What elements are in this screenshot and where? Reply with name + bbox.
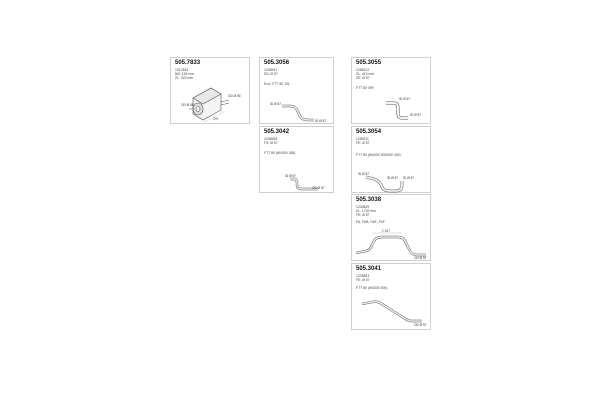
part-code: 505.3054 xyxy=(356,129,382,135)
part-spec: ZL: 1732 mm xyxy=(356,209,376,213)
dim-label: OD Ø 57 xyxy=(414,256,427,260)
part-card-505-7833[interactable] xyxy=(170,57,250,124)
part-code: 505.3041 xyxy=(356,266,382,272)
dim-label: 270 xyxy=(213,117,219,121)
dim-label: ID Ø 57 xyxy=(358,172,369,176)
part-code: 505.3056 xyxy=(264,60,290,66)
pipe-drawing xyxy=(260,58,335,125)
dim-label: ID Ø 57 xyxy=(399,97,410,101)
dim-label: ID Ø 57 xyxy=(285,174,296,178)
fitment-note: FA, FAB, FAE, FAF xyxy=(356,220,385,224)
dim-label: OD Ø 57 xyxy=(414,323,427,327)
fitment-note: Excl. FTT 80 101 xyxy=(264,82,290,86)
part-card-505-3056[interactable] xyxy=(259,57,334,124)
part-spec: ZE: Ø 57 xyxy=(356,76,370,80)
part-card-505-3038[interactable] xyxy=(351,194,431,261)
dim-label: ID Ø 57 xyxy=(270,102,281,106)
pipe-drawing xyxy=(352,127,432,194)
dim-label: ID Ø 57 xyxy=(410,113,421,117)
part-code: 505.7833 xyxy=(175,60,201,66)
part-code: 505.3042 xyxy=(264,129,290,135)
pipe-drawing xyxy=(352,58,432,125)
part-spec: 1255211 xyxy=(356,137,369,141)
part-card-505-3054[interactable] xyxy=(351,126,431,193)
part-spec: 1233853 xyxy=(356,274,370,278)
fitment-note: FTT 80 (W4000 300/000 400) xyxy=(356,153,401,157)
part-code: 505.3055 xyxy=(356,60,382,66)
dim-label: 1 037 xyxy=(382,229,390,233)
silencer-drawing xyxy=(171,58,251,125)
part-spec: ND: 115 mm xyxy=(175,72,194,76)
pipe-drawing xyxy=(352,264,432,331)
part-spec: ZL: 320 mm xyxy=(175,76,194,80)
part-spec: FS: Ø 57 xyxy=(264,141,278,145)
dim-label: ID Ø 57 xyxy=(403,176,414,180)
dim-label: OD Ø 55 xyxy=(181,103,194,107)
part-spec: 1236928 xyxy=(264,137,278,141)
pipe-drawing xyxy=(260,127,335,194)
dim-label: ID Ø 57 xyxy=(387,176,398,180)
part-card-505-3042[interactable] xyxy=(259,126,334,193)
part-spec: ZL: 413 mm xyxy=(356,72,375,76)
part-spec: FE: Ø 57 xyxy=(356,141,370,145)
part-spec: FE: Ø 57 xyxy=(356,278,370,282)
part-spec: FE: Ø 57 xyxy=(356,213,370,217)
part-card-505-3055[interactable] xyxy=(351,57,431,124)
part-spec: 1233849 xyxy=(356,205,370,209)
part-code: 505.3038 xyxy=(356,197,382,203)
part-card-505-3041[interactable] xyxy=(351,263,431,330)
part-spec: 1236941 xyxy=(264,68,278,72)
fitment-note: FTT 80 (W4000 265) xyxy=(264,151,296,155)
dim-label: ID Ø 57 xyxy=(315,119,326,123)
dim-label: OD Ø 57 xyxy=(312,186,325,190)
fitment-note: FTT 80 099 xyxy=(356,86,374,90)
part-spec: 1317833 xyxy=(175,68,189,72)
dim-label: OD Ø 55 xyxy=(228,94,241,98)
fitment-note: FTT 80 (W4000 300) xyxy=(356,286,388,290)
pipe-drawing xyxy=(352,195,432,262)
part-spec: 1255212 xyxy=(356,68,370,72)
part-spec: ES: Ø 57 xyxy=(264,72,278,76)
